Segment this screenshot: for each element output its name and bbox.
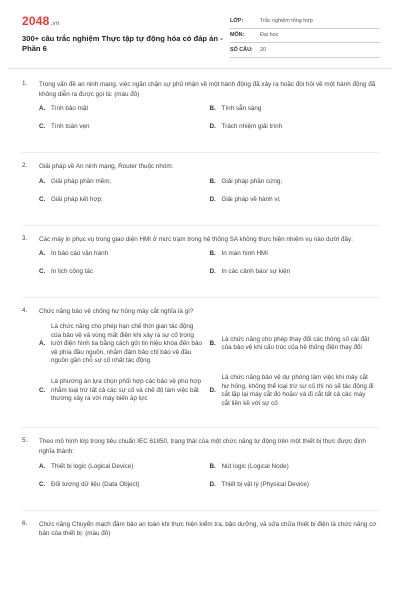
meta-value: Đại học	[260, 32, 279, 39]
option-b[interactable]	[210, 105, 381, 118]
option-b[interactable]	[210, 463, 381, 476]
option-text: Giải pháp về hành vi;	[221, 195, 281, 203]
question-number: 2.	[22, 162, 28, 170]
question-3	[22, 225, 380, 287]
option-text: Trách nhiệm giải trình	[221, 123, 283, 131]
option-c[interactable]	[39, 123, 210, 136]
option-letter: D.	[209, 123, 216, 131]
question-number: 5.	[22, 437, 28, 445]
option-text: In màn hình HMI	[221, 250, 269, 258]
option-text: Giải pháp kết hợp;	[51, 195, 103, 203]
option-letter: C.	[39, 480, 46, 488]
question-list	[22, 80, 380, 550]
option-letter: D.	[209, 386, 216, 394]
option-d[interactable]	[210, 374, 381, 408]
meta-key: LỚP:	[230, 17, 244, 24]
option-a[interactable]	[39, 178, 210, 191]
option-letter: B.	[209, 250, 216, 258]
option-b[interactable]	[210, 178, 381, 191]
question-2	[22, 152, 380, 214]
option-text: Là chức năng cho phép thay đổi các thông số cài đặt của bảo vệ khi cấu trúc của hệ thống điện thay đổi	[221, 335, 370, 352]
option-letter: A.	[39, 105, 46, 113]
brand-name: 2048	[22, 14, 50, 28]
option-letter: D.	[209, 480, 216, 488]
question-text: Trong vấn đề an ninh mạng, việc ngăn chặn sự phủ nhận về một hành động đã xảy ra hoặc đòi hỏi về một hành động đã không diễn ra được gọi là: (màu đỏ)	[39, 81, 376, 98]
option-letter: B.	[209, 340, 216, 348]
options	[39, 463, 380, 499]
option-text: Là chức năng bảo vệ dự phòng làm việc khi máy cắt hư hỏng, không thể loại trừ sự cố thì nó sẽ tác động đi cắt lặp lại máy cắt đó hoặc/ và đi cắt tất cả các máy cắt liền kề với sự cố	[221, 373, 374, 407]
option-letter: C.	[39, 268, 46, 276]
option-b[interactable]	[210, 323, 381, 366]
option-letter: A.	[39, 340, 46, 348]
option-letter: C.	[39, 123, 46, 131]
option-letter: C.	[39, 386, 46, 394]
meta-key: SỐ CÂU:	[230, 46, 253, 53]
option-text: Là chức năng cho phép hạn chế thời gian tác động của bảo vệ và vùng mất điện khi xảy ra sự cố trong lưới điện hình tia bằng cách gửi tin hiệu khóa đến bảo vệ phía đầu nguồn, nhằm đảm bảo chỉ bảo vệ đầu nguồn gần chỗ sự cố nhất tác động	[51, 322, 202, 365]
option-d[interactable]	[210, 123, 381, 136]
option-text: Tính bảo mật	[51, 105, 89, 113]
question-6	[22, 510, 380, 539]
option-letter: B.	[209, 462, 216, 470]
option-text: Thiết bị vật lý (Physical Device)	[221, 480, 309, 488]
question-number: 6.	[22, 519, 28, 527]
option-b[interactable]	[210, 250, 381, 263]
option-a[interactable]	[39, 250, 210, 263]
option-letter: A.	[39, 177, 46, 185]
question-5	[22, 427, 380, 498]
option-letter: B.	[209, 177, 216, 185]
option-letter: B.	[209, 105, 216, 113]
option-c[interactable]	[39, 374, 210, 408]
brand-logo[interactable]	[22, 14, 60, 28]
option-d[interactable]	[210, 196, 381, 209]
meta-row-class	[230, 14, 380, 29]
question-number: 3.	[22, 234, 28, 242]
option-a[interactable]	[39, 105, 210, 118]
option-letter: D.	[209, 268, 216, 276]
option-letter: C.	[39, 195, 46, 203]
option-c[interactable]	[39, 481, 210, 494]
option-text: In báo cáo vận hành	[51, 250, 109, 258]
option-text: Tính toàn vẹn	[51, 123, 90, 131]
option-text: Đối tượng dữ liệu (Data Object)	[51, 480, 140, 488]
option-a[interactable]	[39, 323, 210, 366]
option-text: Giải pháp phần cứng;	[221, 177, 283, 185]
option-text: In các cảnh báo/ sự kiện	[221, 268, 291, 276]
header-divider	[8, 68, 392, 69]
options	[39, 178, 380, 214]
option-text: Là phương án lựa chọn phối hợp các bảo vệ phù hợp nhằm loại trừ tất cả các sự cố và chế độ làm việc bất thường xảy ra với máy biến áp lực	[51, 378, 202, 403]
option-d[interactable]	[210, 268, 381, 281]
brand-tld: .vn	[50, 21, 60, 27]
option-d[interactable]	[210, 481, 381, 494]
option-letter: D.	[209, 195, 216, 203]
option-text: Giải pháp phần mềm;	[51, 177, 112, 185]
question-text: Chức năng bảo vệ chống hư hỏng máy cắt nghĩa là gì?	[39, 308, 194, 316]
option-text: Thiết bị logic (Logical Device)	[51, 462, 134, 470]
question-text: Chức năng Chuyển mạch đảm bảo an toàn khi thực hiện kiểm tra, bảo dưỡng, và sửa chữa thiết bị điện là chức năng cơ bản của thiết bị: (màu đỏ)	[39, 520, 377, 538]
options	[39, 105, 380, 141]
question-text: Giải pháp về An ninh mạng, Router thuộc nhóm:	[39, 163, 174, 171]
option-letter: A.	[39, 462, 46, 470]
option-c[interactable]	[39, 268, 210, 281]
meta-value: 20	[260, 46, 266, 53]
option-letter: A.	[39, 250, 46, 258]
meta-value: Trắc nghiệm tổng hợp	[260, 17, 313, 24]
option-text: In lịch công tác	[51, 268, 94, 276]
meta-table	[230, 14, 380, 58]
option-text: Tính sẵn sàng	[221, 105, 262, 113]
question-text: Theo mô hình lớp trong tiêu chuẩn IEC 61850, trạng thái của một chức năng tự động trên một thiết bị thực được định nghĩa thành:	[39, 438, 366, 455]
question-text: Các máy in phục vụ trong giao diện HMI ở mức trạm trong hệ thống SA không thực hiện nhiệm vụ nào dưới đây:	[39, 235, 353, 243]
question-4	[22, 297, 380, 416]
question-number: 4.	[22, 307, 28, 315]
meta-row-count	[230, 43, 380, 58]
meta-key: MÔN:	[230, 32, 245, 39]
meta-row-subject	[230, 29, 380, 44]
options	[39, 250, 380, 286]
document-title: 300+ câu trắc nghiệm Thực tập tự động hóa có đáp án - Phần 6	[22, 34, 223, 53]
option-a[interactable]	[39, 463, 210, 476]
question-number: 1.	[22, 80, 28, 87]
option-text: Nút logic (Logical Node)	[221, 462, 289, 470]
question-1	[22, 80, 380, 141]
option-c[interactable]	[39, 196, 210, 209]
header	[22, 12, 380, 62]
options	[39, 323, 380, 416]
